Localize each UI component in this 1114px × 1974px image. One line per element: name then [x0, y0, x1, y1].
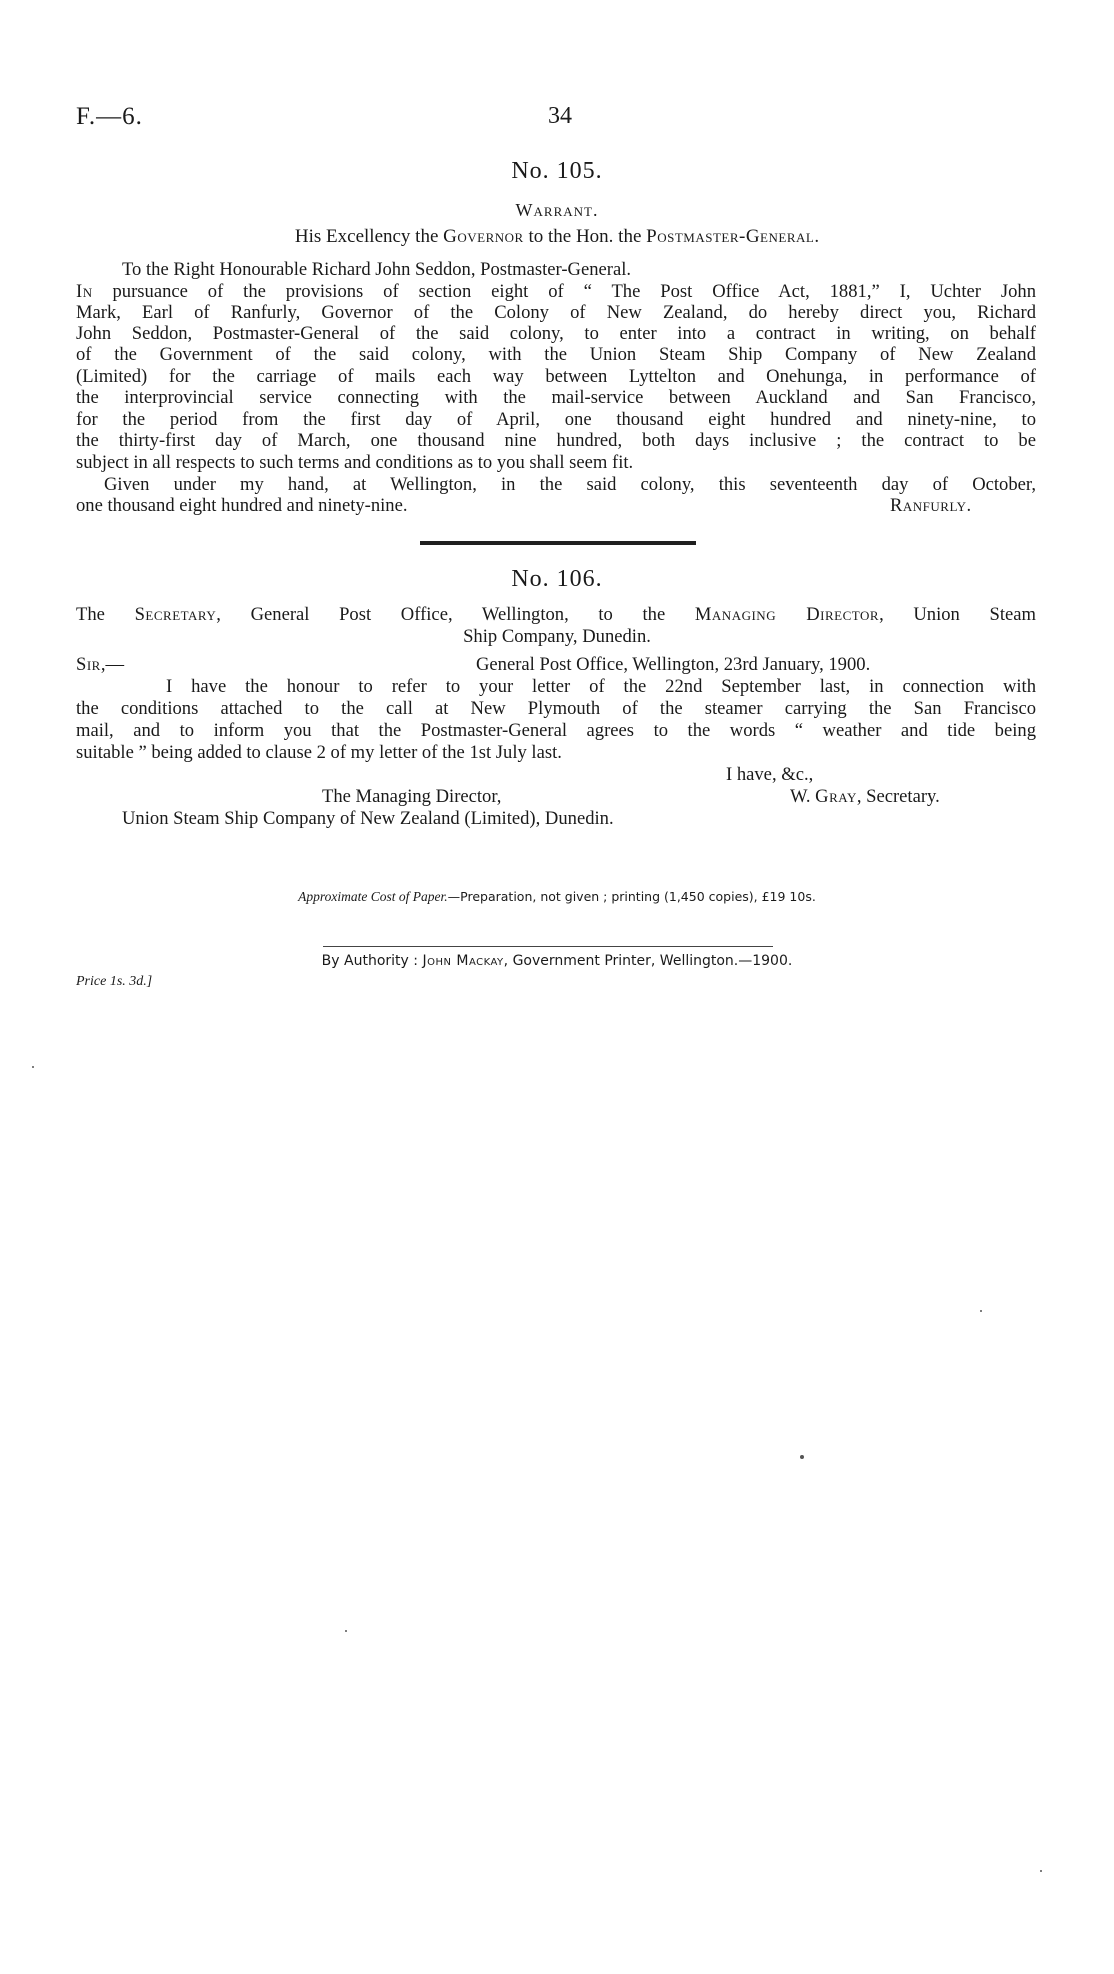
letter-place-date: General Post Office, Wellington, 23rd January, 1900. [476, 654, 871, 675]
warrant-body-text: pursuance of the provisions of section eight of “ The Post Office Act, 1881,” I, Uchter John [92, 281, 1036, 302]
document-number-106: No. 106. [511, 566, 603, 592]
page-number: 34 [548, 103, 572, 129]
subtitle-postmaster: Postmaster-General [646, 226, 815, 247]
warrant-body-line: for the period from the first day of April, one thousand eight hundred and ninety-nine, to [76, 409, 1036, 430]
warrant-subtitle [0, 226, 1114, 248]
scan-speck [345, 1630, 347, 1632]
authority-suffix: , Government Printer, Wellington.—1900. [503, 953, 793, 969]
warrant-body-line: of the Government of the said colony, with the Union Steam Ship Company of New Zealand [76, 344, 1036, 365]
cost-text: —Preparation, not given ; printing (1,450 copies), £19 10s. [447, 889, 816, 904]
letter-body-line: suitable ” being added to clause 2 of my letter of the 1st July last. [76, 742, 562, 763]
warrant-heading: Warrant. [515, 200, 599, 220]
authority-prefix: By Authority : [321, 953, 423, 969]
warrant-given-line: Given under my hand, at Wellington, in the said colony, this seventeenth day of October, [104, 474, 1036, 495]
warrant-first-word: In [76, 281, 93, 302]
approximate-cost [0, 889, 1114, 905]
letter-header-director: Managing Director [694, 604, 880, 625]
footer-divider [323, 946, 773, 947]
signer-surname: Gray [815, 786, 857, 807]
subtitle-text: His Excellency the [294, 226, 444, 247]
warrant-salutation: To the Right Honourable Richard John Seddon, Postmaster-General. [122, 259, 632, 280]
scan-speck [1040, 1870, 1042, 1872]
letter-signature [790, 786, 940, 808]
letter-header-text: , General Post Office, Wellington, to the [216, 604, 695, 625]
warrant-body-line: John Seddon, Postmaster-General of the said colony, to enter into a contract in writing, on behalf [76, 323, 1036, 344]
letter-body-line: mail, and to inform you that the Postmaster-General agrees to the words “ weather and tide being [76, 720, 1036, 741]
letter-addressee: The Managing Director, [322, 786, 502, 807]
letter-header-text: , Union Steam [879, 604, 1036, 625]
letter-addressee-company: Union Steam Ship Company of New Zealand (Limited), Dunedin. [122, 808, 614, 829]
signer-title: , Secretary. [856, 786, 940, 807]
letter-header-line-2: Ship Company, Dunedin. [463, 626, 651, 647]
letter-closing: I have, &c., [726, 764, 814, 785]
letter-header-text: The [76, 604, 135, 625]
warrant-body-line: subject in all respects to such terms and conditions as to you shall seem fit. [76, 452, 634, 473]
subtitle-governor: Governor [443, 226, 524, 247]
warrant-body-line: Mark, Earl of Ranfurly, Governor of the Colony of New Zealand, do hereby direct you, Richard [76, 302, 1036, 323]
signer-initial: W. [790, 786, 811, 807]
section-divider [420, 541, 696, 545]
warrant-body-line: the thirty-first day of March, one thousand nine hundred, both days inclusive ; the contract to be [76, 430, 1036, 451]
letter-body-line: I have the honour to refer to your letter of the 22nd September last, in connection with [166, 676, 1036, 697]
salutation-word: Sir [76, 654, 101, 675]
subtitle-text: . [814, 226, 820, 247]
warrant-given-line: one thousand eight hundred and ninety-nine. [76, 495, 408, 516]
document-number-105: No. 105. [511, 158, 603, 184]
warrant-body-line [76, 281, 1036, 303]
letter-header-secretary: Secretary [134, 604, 217, 625]
scan-speck [980, 1310, 982, 1312]
cost-label: Approximate Cost of Paper. [298, 889, 448, 904]
printer-name: John Mackay [422, 953, 504, 969]
warrant-signature: Ranfurly. [890, 495, 972, 516]
printer-authority [0, 953, 1114, 969]
letter-salutation [76, 654, 124, 676]
parliamentary-paper-reference: F.—6. [76, 103, 143, 130]
letter-body-line: the conditions attached to the call at New Plymouth of the steamer carrying the San Francisco [76, 698, 1036, 719]
warrant-body-line: the interprovincial service connecting with the mail-service between Auckland and San Francisco, [76, 387, 1036, 408]
letter-header-line [76, 604, 1036, 626]
scan-speck [800, 1455, 804, 1459]
salutation-suffix: ,— [100, 654, 125, 675]
subtitle-text: to the Hon. the [523, 226, 647, 247]
scan-speck [32, 1066, 34, 1068]
price: Price 1s. 3d.] [76, 974, 153, 989]
warrant-body-line: (Limited) for the carriage of mails each way between Lyttelton and Onehunga, in performance of [76, 366, 1036, 387]
